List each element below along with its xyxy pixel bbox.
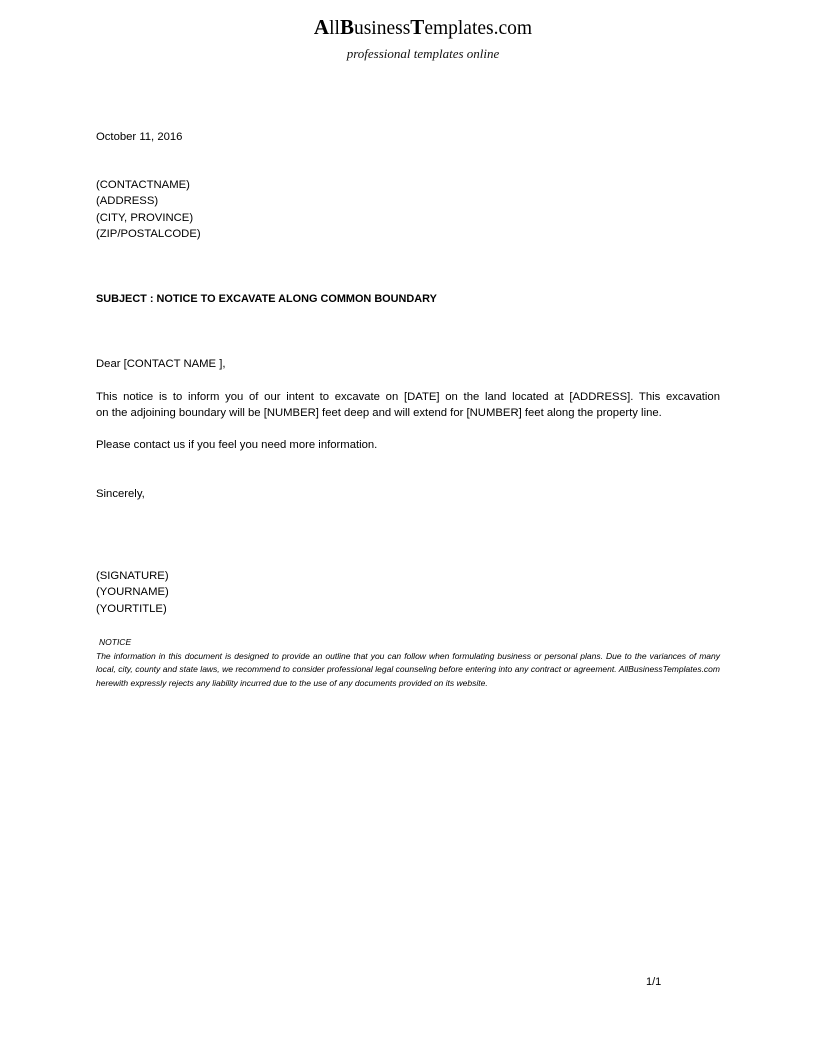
sender-name: (YOURNAME) bbox=[96, 586, 169, 599]
recipient-city-province: (CITY, PROVINCE) bbox=[96, 211, 194, 224]
letter-contact-sentence: Please contact us if you feel you need more information. bbox=[96, 439, 378, 451]
recipient-contact-name: (CONTACTNAME) bbox=[96, 179, 190, 191]
letter-body-paragraph bbox=[96, 389, 720, 422]
recipient-address: (ADDRESS) bbox=[96, 195, 159, 208]
disclaimer-notice bbox=[96, 636, 720, 690]
letter-closing: Sincerely, bbox=[96, 488, 145, 500]
notice-text: The information in this document is designed to provide an outline that you can follow when formulating business or personal plans. Due to the variances of many local, city, county and state laws, we recommend to consider professional legal counseling before entering into any contract or agreement. AllBusinessTemplates.com herewith expressly rejects any liability incurred due to the use of any documents provided on its website. bbox=[96, 650, 720, 688]
recipient-address-block bbox=[96, 177, 720, 242]
body-line-2: on the adjoining boundary will be [NUMBER] feet deep and will extend for [NUMBER] feet along the property line. bbox=[96, 407, 662, 420]
recipient-zip: (ZIP/POSTALCODE) bbox=[96, 227, 201, 240]
signature-block bbox=[96, 568, 720, 617]
brand-tagline: professional templates online bbox=[346, 46, 500, 61]
letter-subject: SUBJECT : NOTICE TO EXCAVATE ALONG COMMON BOUNDARY bbox=[96, 293, 437, 305]
body-line-1: This notice is to inform you of our intent to excavate on [DATE] on the land located at [ADDRESS]. This excavation bbox=[96, 391, 720, 403]
letter-date: October 11, 2016 bbox=[96, 131, 183, 143]
sender-title: (YOURTITLE) bbox=[96, 602, 167, 615]
signature-placeholder: (SIGNATURE) bbox=[96, 570, 169, 582]
letter-greeting: Dear [CONTACT NAME ], bbox=[96, 358, 226, 370]
notice-title: NOTICE bbox=[99, 637, 132, 647]
brand-logo: AllBusinessTemplates.com bbox=[313, 15, 533, 39]
page-number: 1/1 bbox=[646, 976, 662, 988]
page-header bbox=[0, 14, 816, 63]
